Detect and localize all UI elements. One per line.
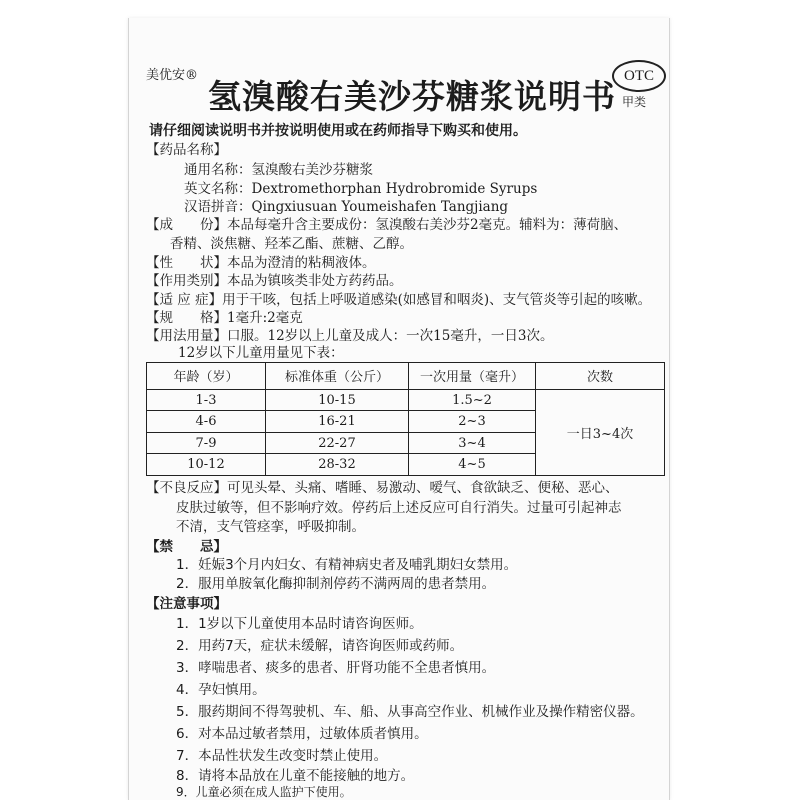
category-line: 【作用类别】本品为镇咳类非处方药药品。 bbox=[146, 273, 403, 289]
precaution-item-7: 7．本品性状发生改变时禁止使用。 bbox=[176, 748, 388, 764]
cell-age: 7-9 bbox=[147, 432, 266, 454]
cell-age: 4-6 bbox=[147, 411, 266, 433]
usage-line: 【用法用量】口服。12岁以上儿童及成人：一次15毫升，一日3次。 bbox=[146, 328, 554, 344]
precaution-item-9: 9．儿童必须在成人监护下使用。 bbox=[176, 785, 352, 799]
dose-table bbox=[146, 362, 665, 476]
precaution-item-4: 4．孕妇慎用。 bbox=[176, 682, 266, 698]
brand-name: 美优安® bbox=[146, 68, 199, 83]
usage-notice: 请仔细阅读说明书并按说明使用或在药师指导下购买和使用。 bbox=[149, 123, 527, 139]
cell-weight: 28-32 bbox=[266, 454, 409, 476]
precaution-item-8: 8．请将本品放在儿童不能接触的地方。 bbox=[176, 768, 415, 784]
header-weight: 标准体重（公斤） bbox=[266, 363, 409, 390]
english-name: 英文名称：Dextromethorphan Hydrobromide Syrups bbox=[184, 181, 538, 197]
cell-dose: 1.5~2 bbox=[409, 389, 536, 411]
table-header-row bbox=[147, 363, 665, 390]
header-age: 年龄（岁） bbox=[147, 363, 266, 390]
cell-weight: 22-27 bbox=[266, 432, 409, 454]
cell-weight: 10-15 bbox=[266, 389, 409, 411]
cell-weight: 16-21 bbox=[266, 411, 409, 433]
cell-dose: 4~5 bbox=[409, 454, 536, 476]
precaution-item-1: 1．1岁以下儿童使用本品时请咨询医师。 bbox=[176, 616, 423, 632]
precautions-heading: 【注意事项】 bbox=[146, 596, 227, 612]
document-title: 氢溴酸右美沙芬糖浆说明书 bbox=[208, 77, 616, 116]
ingredients-line-1: 【成 份】本品每毫升含主要成份：氢溴酸右美沙芬2毫克。辅料为：薄荷脑、 bbox=[146, 217, 628, 233]
precaution-item-5: 5．服药期间不得驾驶机、车、船、从事高空作业、机械作业及操作精密仪器。 bbox=[176, 704, 644, 720]
otc-class-label: 甲类 bbox=[622, 95, 647, 109]
contraindication-item-1: 1．妊娠3个月内妇女、有精神病史者及哺乳期妇女禁用。 bbox=[176, 557, 518, 573]
drug-name-heading: 【药品名称】 bbox=[146, 142, 227, 158]
character-line: 【性 状】本品为澄清的粘稠液体。 bbox=[146, 255, 376, 271]
precaution-item-2: 2．用药7天，症状未缓解，请咨询医师或药师。 bbox=[176, 638, 464, 654]
contraindications-heading: 【禁 忌】 bbox=[146, 539, 227, 555]
cell-age: 1-3 bbox=[147, 389, 266, 411]
cell-dose: 3~4 bbox=[409, 432, 536, 454]
table-caption: 12岁以下儿童用量见下表： bbox=[178, 345, 344, 361]
precaution-item-3: 3．哮喘患者、痰多的患者、肝肾功能不全患者慎用。 bbox=[176, 660, 496, 676]
adverse-line-2: 皮肤过敏等，但不影响疗效。停药后上述反应可自行消失。过量可引起神志 bbox=[176, 500, 622, 516]
cell-age: 10-12 bbox=[147, 454, 266, 476]
pinyin-name: 汉语拼音：Qingxiusuan Youmeishafen Tangjiang bbox=[184, 199, 509, 215]
precaution-item-6: 6．对本品过敏者禁用，过敏体质者慎用。 bbox=[176, 726, 428, 742]
contraindication-item-2: 2．服用单胺氧化酶抑制剂停药不满两周的患者禁用。 bbox=[176, 576, 496, 592]
generic-name: 通用名称：氢溴酸右美沙芬糖浆 bbox=[184, 162, 373, 178]
indication-line: 【适 应 症】用于干咳，包括上呼吸道感染(如感冒和咽炎)、支气管炎等引起的咳嗽。 bbox=[146, 292, 652, 308]
header-dose: 一次用量（毫升） bbox=[409, 363, 536, 390]
ingredients-line-2: 香精、淡焦糖、羟苯乙酯、蔗糖、乙醇。 bbox=[170, 236, 413, 252]
cell-dose: 2~3 bbox=[409, 411, 536, 433]
otc-badge: OTC bbox=[612, 60, 666, 92]
adverse-line-3: 不清，支气管痉挛，呼吸抑制。 bbox=[176, 519, 365, 535]
spec-line: 【规 格】1毫升:2毫克 bbox=[146, 310, 303, 326]
adverse-line-1: 【不良反应】可见头晕、头痛、嗜睡、易激动、嗳气、食欲缺乏、便秘、恶心、 bbox=[146, 480, 619, 496]
cell-frequency: 一日3~4次 bbox=[536, 389, 665, 475]
table-row bbox=[147, 389, 665, 411]
header-frequency: 次数 bbox=[536, 363, 665, 390]
